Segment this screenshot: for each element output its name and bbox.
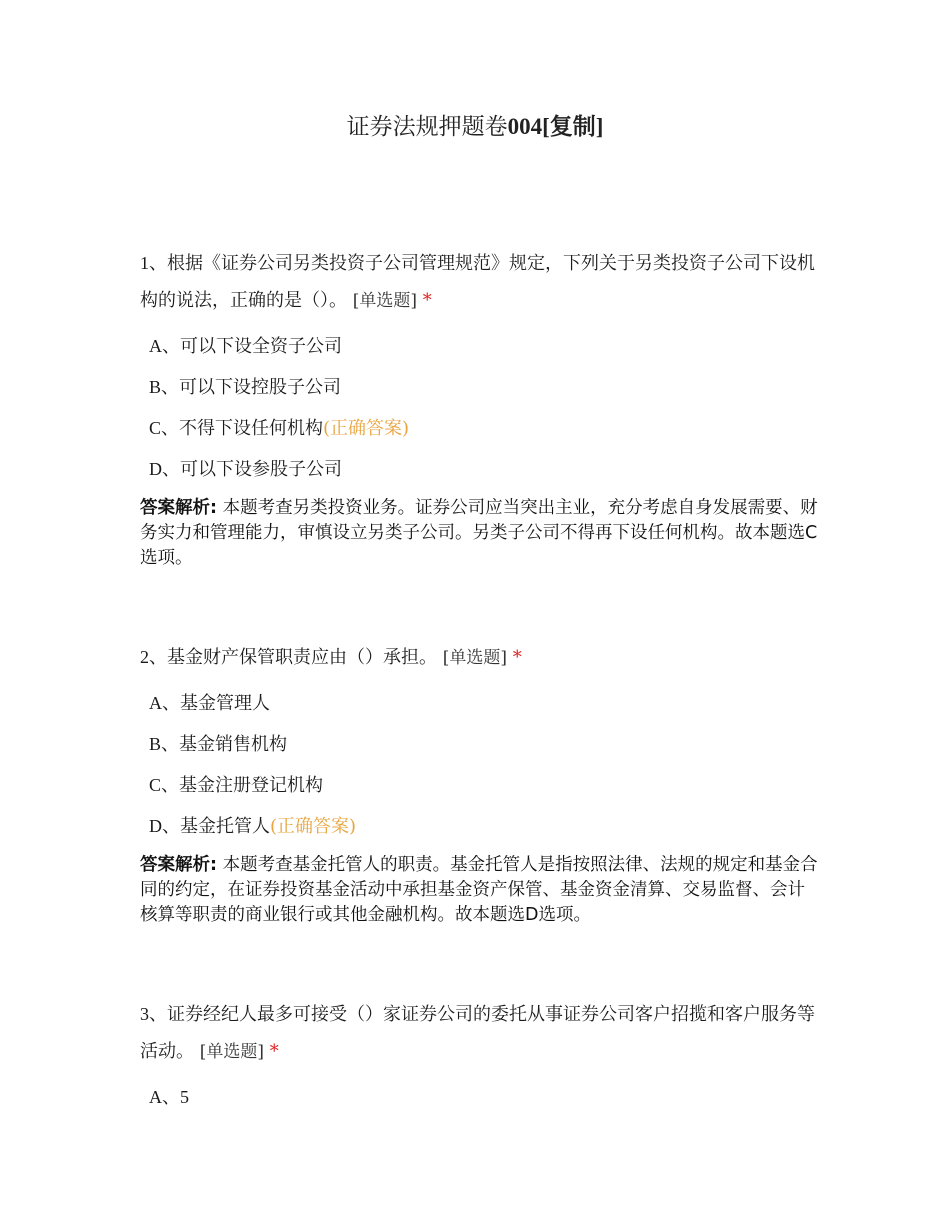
question-text: 根据《证券公司另类投资子公司管理规范》规定，下列关于另类投资子公司下设机构的说法，正确的是（）。 bbox=[140, 253, 815, 311]
option-c[interactable] bbox=[140, 408, 820, 449]
analysis-label: 答案解析: bbox=[140, 498, 217, 518]
answer-analysis bbox=[140, 496, 820, 571]
option-text: 基金管理人 bbox=[180, 693, 270, 714]
option-letter: A、 bbox=[149, 336, 180, 356]
page-title bbox=[0, 110, 950, 144]
title-suffix: [复制] bbox=[542, 114, 604, 139]
option-text: 基金销售机构 bbox=[179, 734, 288, 755]
question-3 bbox=[140, 996, 820, 1117]
question-text: 基金财产保管职责应由（）承担。 bbox=[167, 647, 437, 668]
options-list bbox=[140, 326, 820, 490]
option-text: 不得下设任何机构 bbox=[179, 418, 324, 439]
question-number: 3、 bbox=[140, 1004, 167, 1024]
option-letter: C、 bbox=[149, 418, 180, 438]
question-stem bbox=[140, 245, 820, 320]
option-text: 可以下设全资子公司 bbox=[180, 336, 342, 357]
question-type-label: [单选题] bbox=[199, 1042, 264, 1062]
option-text: 基金托管人 bbox=[180, 816, 270, 837]
option-d[interactable] bbox=[140, 449, 820, 490]
option-letter: D、 bbox=[149, 459, 180, 479]
question-stem bbox=[140, 996, 820, 1071]
question-text: 证券经纪人最多可接受（）家证券公司的委托从事证券公司客户招揽和客户服务等活动。 bbox=[140, 1004, 815, 1062]
analysis-text: 本题考查基金托管人的职责。基金托管人是指按照法律、法规的规定和基金合同的约定，在证券投资基金活动中承担基金资产保管、基金资金清算、交易监督、会计核算等职责的商业银行或其他金融机构。故本题选D选项。 bbox=[140, 855, 818, 925]
option-a[interactable] bbox=[140, 683, 820, 724]
option-a[interactable] bbox=[140, 1077, 820, 1117]
options-list bbox=[140, 1077, 820, 1117]
required-mark: * bbox=[512, 647, 522, 668]
option-letter: C、 bbox=[149, 775, 180, 795]
question-1 bbox=[140, 245, 820, 571]
question-type-label: [单选题] bbox=[352, 291, 417, 311]
option-b[interactable] bbox=[140, 367, 820, 408]
required-mark: * bbox=[422, 290, 432, 311]
title-number: 004 bbox=[507, 114, 543, 139]
answer-analysis bbox=[140, 853, 820, 928]
question-stem bbox=[140, 639, 820, 677]
correct-answer-marker: (正确答案) bbox=[323, 418, 410, 439]
title-prefix: 证券法规押题卷 bbox=[346, 114, 508, 140]
analysis-text: 本题考查另类投资业务。证券公司应当突出主业，充分考虑自身发展需要、财务实力和管理能力，审慎设立另类子公司。另类子公司不得再下设任何机构。故本题选C选项。 bbox=[140, 498, 818, 568]
question-number: 1、 bbox=[140, 253, 167, 273]
question-2 bbox=[140, 639, 820, 928]
option-text: 5 bbox=[180, 1087, 189, 1107]
required-mark: * bbox=[269, 1041, 279, 1062]
option-d[interactable] bbox=[140, 806, 820, 847]
option-text: 可以下设参股子公司 bbox=[180, 459, 342, 480]
option-c[interactable] bbox=[140, 765, 820, 806]
correct-answer-marker: (正确答案) bbox=[270, 816, 357, 837]
question-number: 2、 bbox=[140, 647, 167, 667]
option-letter: D、 bbox=[149, 816, 180, 836]
analysis-label: 答案解析: bbox=[140, 855, 217, 875]
options-list bbox=[140, 683, 820, 847]
option-letter: B、 bbox=[149, 377, 180, 397]
option-letter: A、 bbox=[149, 693, 180, 713]
option-letter: A、 bbox=[149, 1087, 180, 1107]
option-b[interactable] bbox=[140, 724, 820, 765]
option-a[interactable] bbox=[140, 326, 820, 367]
option-letter: B、 bbox=[149, 734, 180, 754]
option-text: 基金注册登记机构 bbox=[179, 775, 324, 796]
question-type-label: [单选题] bbox=[442, 648, 507, 668]
option-text: 可以下设控股子公司 bbox=[179, 377, 342, 398]
